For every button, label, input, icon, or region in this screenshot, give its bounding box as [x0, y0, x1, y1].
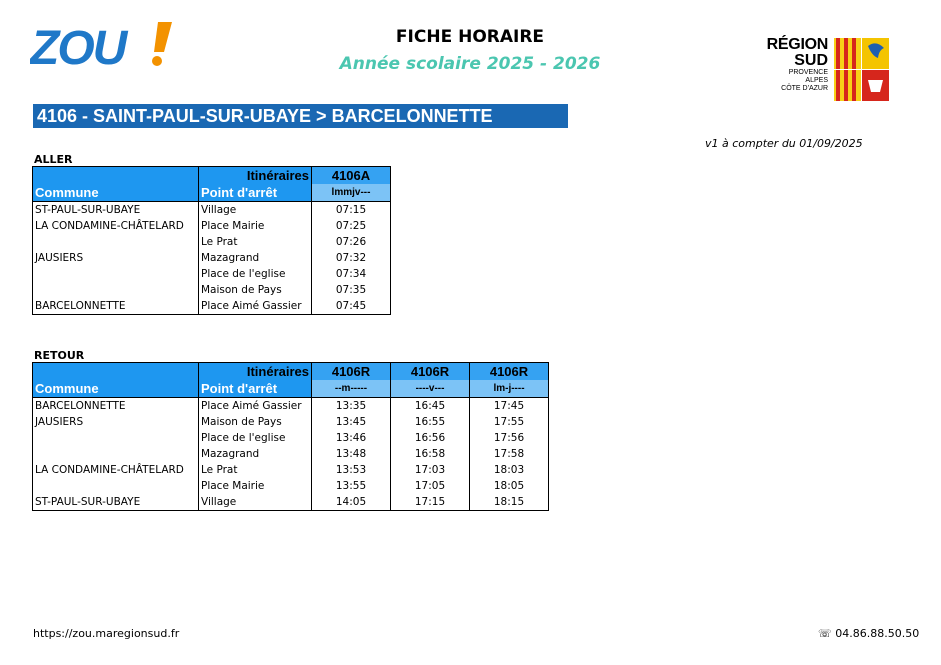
time-cell: 16:55	[391, 414, 470, 430]
commune-cell	[33, 478, 199, 494]
itineraires-header: Itinéraires	[199, 363, 312, 381]
time-cell: 07:35	[312, 282, 391, 298]
time-cell: 17:45	[470, 398, 549, 415]
service-code: 4106R	[391, 363, 470, 381]
commune-cell: JAUSIERS	[33, 250, 199, 266]
table-row	[33, 202, 391, 219]
time-cell: 18:05	[470, 478, 549, 494]
commune-cell: BARCELONNETTE	[33, 298, 199, 315]
arret-header: Point d'arrêt	[199, 380, 312, 398]
region-logo-line: PROVENCE	[788, 69, 828, 76]
footer-phone-number: ☏ 04.86.88.50.50	[818, 627, 920, 640]
time-cell: 13:55	[312, 478, 391, 494]
time-cell: 07:26	[312, 234, 391, 250]
table-row	[33, 446, 549, 462]
retour-section-label: RETOUR	[34, 349, 85, 362]
arret-cell: Place de l'eglise	[199, 266, 312, 282]
commune-cell: ST-PAUL-SUR-UBAYE	[33, 494, 199, 511]
table-row	[33, 234, 391, 250]
arret-cell: Place Mairie	[199, 218, 312, 234]
retour-timetable	[32, 362, 549, 511]
arret-cell: Place Aimé Gassier	[199, 398, 312, 415]
arret-cell: Place Mairie	[199, 478, 312, 494]
page-subtitle: Année scolaire 2025 - 2026	[339, 54, 601, 74]
time-cell: 18:03	[470, 462, 549, 478]
commune-cell	[33, 234, 199, 250]
time-cell: 13:48	[312, 446, 391, 462]
arret-cell: Mazagrand	[199, 446, 312, 462]
commune-cell	[33, 282, 199, 298]
time-cell: 07:15	[312, 202, 391, 219]
time-cell: 18:15	[470, 494, 549, 511]
time-cell: 16:58	[391, 446, 470, 462]
table-row	[33, 298, 391, 315]
table-row	[33, 462, 549, 478]
time-cell: 17:03	[391, 462, 470, 478]
commune-cell	[33, 430, 199, 446]
commune-cell	[33, 266, 199, 282]
time-cell: 17:15	[391, 494, 470, 511]
region-logo-line: ALPES	[805, 77, 828, 84]
arret-cell: Place Aimé Gassier	[199, 298, 312, 315]
arret-cell: Le Prat	[199, 234, 312, 250]
region-sud-logo	[748, 36, 893, 104]
line-title-banner: 4106 - SAINT-PAUL-SUR-UBAYE > BARCELONNETTE	[33, 104, 568, 128]
table-row	[33, 282, 391, 298]
table-row	[33, 478, 549, 494]
commune-cell: ST-PAUL-SUR-UBAYE	[33, 202, 199, 219]
time-cell: 17:56	[470, 430, 549, 446]
time-cell: 17:55	[470, 414, 549, 430]
svg-text:ZOU: ZOU	[30, 22, 126, 70]
table-row	[33, 494, 549, 511]
time-cell: 16:56	[391, 430, 470, 446]
table-header-row	[33, 184, 391, 202]
zou-logo	[30, 20, 180, 70]
arret-cell: Village	[199, 202, 312, 219]
region-logo-line: SUD	[794, 52, 828, 69]
service-days: lmmjv---	[312, 184, 391, 202]
region-coat-of-arms-icon	[834, 38, 889, 101]
arret-header: Point d'arrêt	[199, 184, 312, 202]
aller-timetable	[32, 166, 391, 315]
commune-header: Commune	[33, 380, 199, 398]
time-cell: 14:05	[312, 494, 391, 511]
time-cell: 16:45	[391, 398, 470, 415]
arret-cell: Le Prat	[199, 462, 312, 478]
time-cell: 07:34	[312, 266, 391, 282]
arret-cell: Place de l'eglise	[199, 430, 312, 446]
table-row	[33, 430, 549, 446]
region-logo-line: RÉGION	[766, 36, 828, 53]
time-cell: 07:45	[312, 298, 391, 315]
table-header-row	[33, 380, 549, 398]
commune-header: Commune	[33, 184, 199, 202]
commune-cell	[33, 446, 199, 462]
service-days: lm-j----	[470, 380, 549, 398]
table-row	[33, 250, 391, 266]
commune-cell: LA CONDAMINE-CHÂTELARD	[33, 462, 199, 478]
time-cell: 13:35	[312, 398, 391, 415]
time-cell: 07:32	[312, 250, 391, 266]
version-note: v1 à compter du 01/09/2025	[705, 137, 863, 150]
service-code: 4106R	[312, 363, 391, 381]
header-blank-cell	[33, 363, 199, 381]
service-code: 4106A	[312, 167, 391, 185]
time-cell: 17:05	[391, 478, 470, 494]
service-days: ----v---	[391, 380, 470, 398]
table-row	[33, 398, 549, 415]
time-cell: 17:58	[470, 446, 549, 462]
header-blank-cell	[33, 167, 199, 185]
arret-cell: Village	[199, 494, 312, 511]
table-row	[33, 266, 391, 282]
commune-cell: JAUSIERS	[33, 414, 199, 430]
time-cell: 13:46	[312, 430, 391, 446]
commune-cell: LA CONDAMINE-CHÂTELARD	[33, 218, 199, 234]
region-logo-line: CÔTE D'AZUR	[781, 85, 828, 92]
time-cell: 07:25	[312, 218, 391, 234]
table-row	[33, 414, 549, 430]
time-cell: 13:53	[312, 462, 391, 478]
service-days: --m-----	[312, 380, 391, 398]
table-header-row	[33, 363, 549, 381]
table-row	[33, 218, 391, 234]
footer-website-link[interactable]: https://zou.maregionsud.fr	[33, 627, 180, 640]
time-cell: 13:45	[312, 414, 391, 430]
page-title: FICHE HORAIRE	[395, 27, 545, 47]
itineraires-header: Itinéraires	[199, 167, 312, 185]
aller-section-label: ALLER	[34, 153, 73, 166]
arret-cell: Maison de Pays	[199, 282, 312, 298]
arret-cell: Mazagrand	[199, 250, 312, 266]
service-code: 4106R	[470, 363, 549, 381]
commune-cell: BARCELONNETTE	[33, 398, 199, 415]
arret-cell: Maison de Pays	[199, 414, 312, 430]
table-header-row	[33, 167, 391, 185]
